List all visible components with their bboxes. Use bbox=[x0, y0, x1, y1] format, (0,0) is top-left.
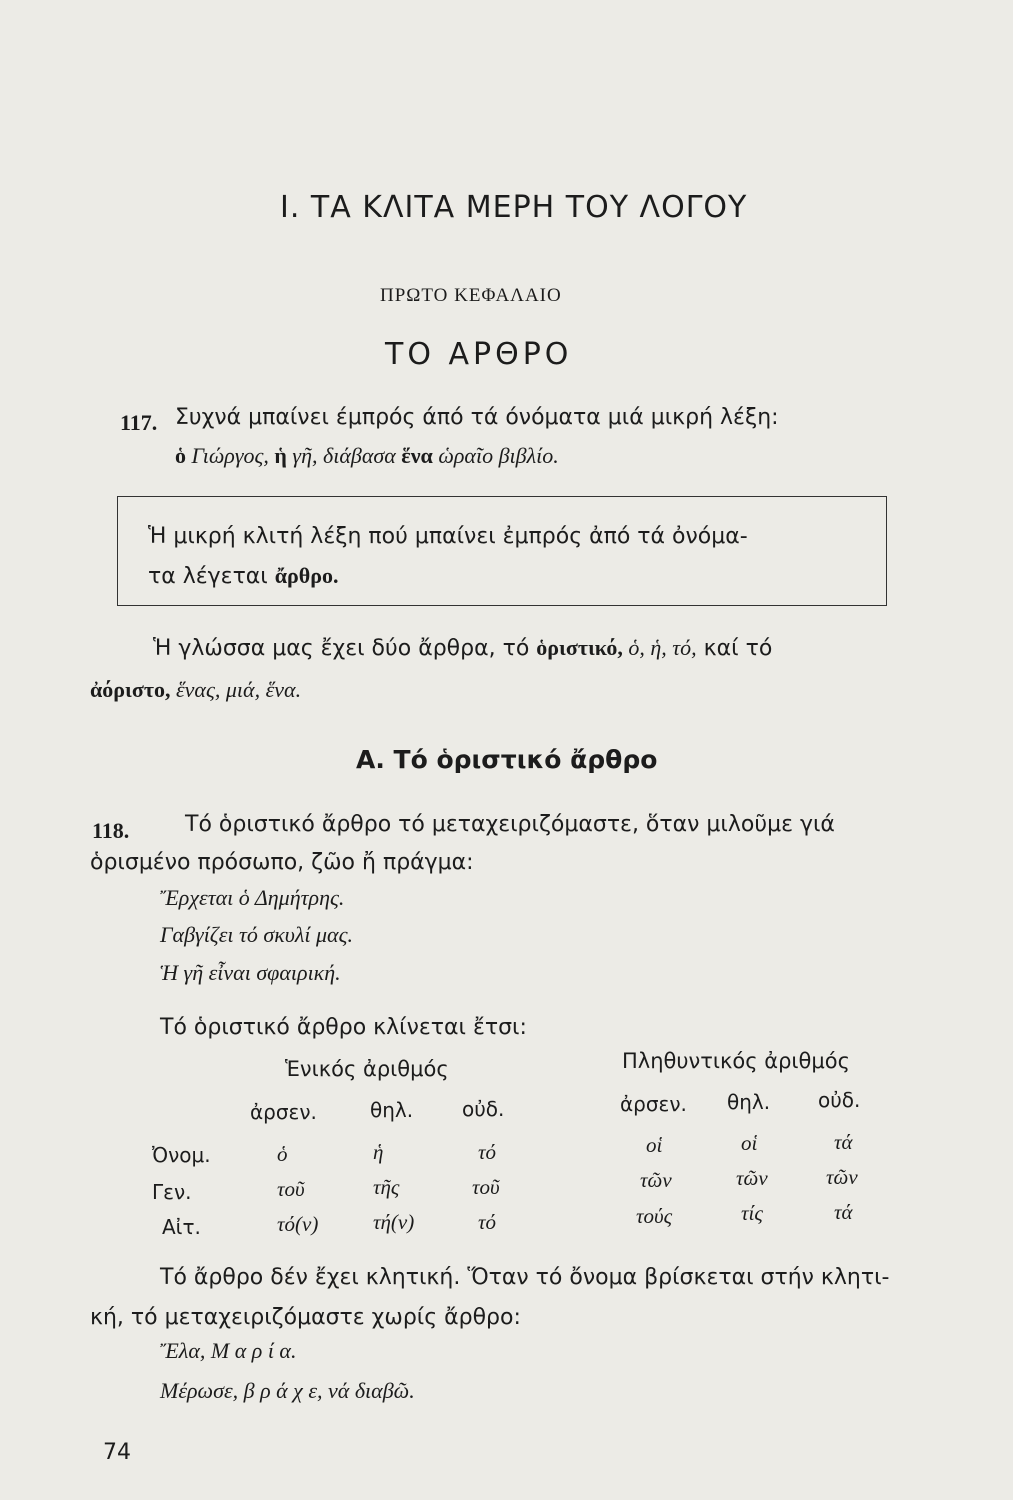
indefinite-term: ἀόριστο, bbox=[90, 677, 171, 702]
page-number: 74 bbox=[103, 1440, 131, 1465]
paragraph-118-line-1: Τό ὁριστικό ἄρθρο τό μεταχειριζόμαστε, ὅταν μιλοῦμε γιά bbox=[185, 812, 835, 837]
header-feminine: θηλ. bbox=[370, 1098, 414, 1122]
chapter-title: ΤΟ ΑΡΘΡΟ bbox=[385, 337, 573, 372]
paragraph-number-118: 118. bbox=[92, 818, 130, 843]
paragraph-117-text: Συχνά μπαίνει έμπρός άπό τά όνόματα μιά μικρή λέξη: bbox=[175, 405, 779, 430]
case-label: Ὀνομ. bbox=[152, 1143, 211, 1167]
table-cell: τῶν bbox=[736, 1166, 768, 1190]
article-example: ὁ bbox=[175, 443, 186, 468]
singular-heading: Ἑνικός ἀριθμός bbox=[285, 1057, 449, 1081]
indefinite-forms: ἕνας, μιά, ἕνα. bbox=[170, 677, 302, 702]
rule-box bbox=[117, 496, 887, 606]
rule-term: ἄρθρο. bbox=[274, 563, 339, 588]
articles-text: Ἡ γλώσσα μας ἔχει δύο ἄρθρα, τό bbox=[153, 636, 537, 661]
header-feminine: θηλ. bbox=[727, 1090, 771, 1114]
articles-text: καί τό bbox=[696, 636, 773, 661]
table-cell: τό bbox=[478, 1210, 497, 1234]
table-cell: τοῦ bbox=[277, 1177, 305, 1201]
rule-line-1: Ἡ μικρή κλιτή λέξη πού μπαίνει ἐμπρός ἀπό τά ὀνόμα- bbox=[148, 524, 748, 549]
paragraph-117-example bbox=[175, 443, 559, 469]
vocative-line-1: Τό ἄρθρο δέν ἔχει κλητική. Ὅταν τό ὄνομα βρίσκεται στήν κλητι- bbox=[160, 1265, 890, 1290]
example-sentence: Ἔλα, Μ α ρ ί α. bbox=[160, 1338, 297, 1363]
table-cell: τῶν bbox=[826, 1165, 858, 1189]
example-sentence: Ἡ γῆ εἶναι σφαιρική. bbox=[160, 960, 341, 985]
paragraph-118-line-2: ὁρισμένο πρόσωπο, ζῶο ἤ πράγμα: bbox=[90, 850, 474, 875]
articles-line-1 bbox=[153, 635, 772, 661]
table-cell: τά bbox=[834, 1200, 853, 1224]
header-masculine: ἀρσεν. bbox=[250, 1100, 317, 1124]
part-title: Ι. ΤΑ ΚΛΙΤΑ ΜΕΡΗ ΤΟΥ ΛΟΓΟΥ bbox=[280, 190, 748, 225]
table-cell: τοῦ bbox=[472, 1175, 500, 1199]
noun-example: ὡραῖο βιβλίο. bbox=[432, 443, 559, 468]
example-sentence: Ἔρχεται ὁ Δημήτρης. bbox=[160, 885, 345, 910]
table-cell: ἡ bbox=[373, 1140, 384, 1164]
case-label: Αἰτ. bbox=[162, 1215, 201, 1239]
header-neuter: οὐδ. bbox=[462, 1097, 505, 1121]
table-cell: τῆς bbox=[373, 1175, 400, 1199]
example-sentence: Γαβγίζει τό σκυλί μας. bbox=[160, 922, 354, 947]
table-cell: τά bbox=[834, 1130, 853, 1154]
table-cell: τῶν bbox=[640, 1168, 672, 1192]
table-cell: τή(ν) bbox=[373, 1210, 415, 1234]
table-cell: τό(ν) bbox=[277, 1212, 319, 1236]
rule-line-2 bbox=[148, 563, 339, 589]
table-cell: τίς bbox=[741, 1201, 763, 1225]
table-cell: οἱ bbox=[741, 1131, 758, 1155]
articles-line-2 bbox=[90, 677, 301, 703]
article-example: ἕνα bbox=[401, 443, 433, 468]
header-neuter: οὐδ. bbox=[818, 1088, 861, 1112]
article-example: ἡ bbox=[274, 443, 287, 468]
definite-term: ὁριστικό, bbox=[536, 635, 623, 660]
table-cell: οἱ bbox=[646, 1133, 663, 1157]
definite-forms: ὁ, ἡ, τό, bbox=[622, 635, 697, 660]
section-title: Α. Τό ὁριστικό ἄρθρο bbox=[356, 745, 658, 774]
noun-example: γῆ, διάβασα bbox=[286, 443, 402, 468]
chapter-number: ΠΡΩΤΟ ΚΕΦΑΛΑΙΟ bbox=[380, 285, 562, 306]
noun-example: Γιώργος, bbox=[186, 443, 275, 468]
case-label: Γεν. bbox=[152, 1180, 192, 1204]
vocative-line-2: κή, τό μεταχειριζόμαστε χωρίς ἄρθρο: bbox=[90, 1305, 521, 1330]
declension-intro: Τό ὁριστικό ἄρθρο κλίνεται ἔτσι: bbox=[160, 1015, 527, 1040]
example-sentence: Μέρωσε, β ρ ά χ ε, νά διαβῶ. bbox=[160, 1378, 415, 1403]
table-cell: τούς bbox=[636, 1204, 673, 1228]
table-cell: ὁ bbox=[277, 1142, 288, 1166]
plural-heading: Πληθυντικός ἀριθμός bbox=[622, 1049, 850, 1073]
header-masculine: ἀρσεν. bbox=[620, 1092, 687, 1116]
paragraph-number-117: 117. bbox=[120, 410, 158, 435]
table-cell: τό bbox=[478, 1140, 497, 1164]
rule-text: τα λέγεται bbox=[148, 564, 275, 589]
